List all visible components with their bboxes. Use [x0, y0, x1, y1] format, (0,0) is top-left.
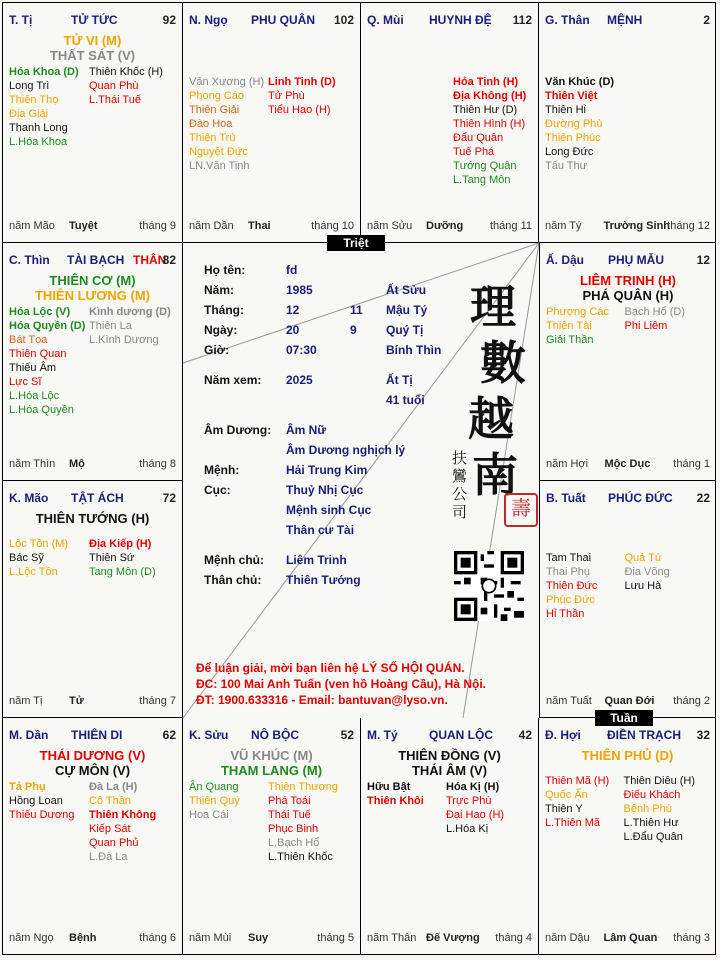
palace-can-chi: M. Tý	[367, 728, 398, 742]
main-star: PHÁ QUÂN (H)	[582, 288, 674, 303]
tuoi-value: 41 tuổi	[386, 393, 425, 407]
footer-month: tháng 12	[667, 220, 710, 232]
minor-star: Thiên Việt	[545, 90, 598, 102]
palace-hoi[interactable]	[539, 718, 716, 954]
main-star: THIÊN ĐỒNG (V)	[398, 748, 501, 763]
minor-star: Phượng Các	[546, 306, 609, 318]
palace-footer	[189, 220, 354, 234]
footer-month: tháng 2	[673, 695, 710, 707]
minor-star: Nguyệt Đức	[189, 146, 248, 158]
palace-dai-han-number: 112	[512, 13, 532, 27]
minor-star: Đào Hoa	[189, 118, 233, 130]
namxem-label: Năm xem:	[204, 373, 262, 387]
main-star: THAM LANG (M)	[220, 763, 323, 778]
minor-star: Ân Quang	[189, 781, 239, 793]
gio-label: Giờ:	[204, 343, 230, 357]
minor-star: L.Lộc Tồn	[9, 566, 58, 578]
minor-star: Thiên Hỉ	[545, 104, 586, 116]
minor-star: Linh Tinh (D)	[268, 76, 336, 88]
palace-header	[545, 13, 710, 27]
left-star-column	[9, 305, 85, 417]
minor-star: Tấu Thư	[545, 160, 588, 172]
palace-header	[9, 13, 176, 27]
palace-name: QUAN LỘC	[429, 728, 493, 742]
minor-star: Thiên Khôi	[367, 795, 424, 807]
tu-vi-chart-board	[2, 2, 716, 955]
minor-star: Thiên Trù	[189, 132, 236, 144]
minor-star: Lực Sĩ	[9, 376, 42, 388]
minor-star: Thiếu Dương	[9, 809, 75, 821]
palace-name: PHỤ MẪU	[608, 253, 664, 267]
minor-star: Phúc Đức	[546, 594, 595, 606]
footer-year: năm Tuất	[546, 695, 592, 707]
main-star: THÁI ÂM (V)	[411, 763, 488, 778]
qr-code-icon[interactable]	[454, 551, 524, 621]
truong-sinh-stage: Lâm Quan	[603, 932, 658, 944]
palace-can-chi: C. Thìn	[9, 253, 50, 267]
palace-dai-han-number: 2	[703, 13, 710, 27]
truong-sinh-stage: Đế Vượng	[426, 932, 480, 944]
truong-sinh-stage: Mộ	[69, 458, 85, 470]
minor-star: Thái Tuế	[268, 809, 311, 821]
ngay-label: Ngày:	[204, 323, 238, 337]
palace-header	[189, 13, 354, 27]
minor-star: Thai Phụ	[546, 566, 591, 578]
palace-footer	[546, 695, 710, 709]
palace-header	[9, 728, 176, 742]
minor-star: Hóa Lộc (V)	[9, 306, 71, 318]
minor-star: Quan Phủ	[89, 837, 139, 849]
minor-star: L.Tang Môn	[453, 174, 511, 186]
amduong-note: Âm Dương nghịch lý	[286, 443, 406, 457]
thang-label: Tháng:	[204, 303, 244, 317]
right-star-column	[625, 551, 670, 593]
minor-star: Kình dương (D)	[89, 306, 171, 318]
calligraphy-char-3: 越	[468, 392, 514, 446]
palace-name: MỆNH	[607, 13, 643, 27]
palace-dau[interactable]	[539, 243, 716, 481]
palace-footer	[9, 932, 176, 946]
right-star-column	[89, 780, 156, 864]
palace-footer	[367, 932, 532, 946]
gio-value: 07:30	[286, 343, 317, 357]
minor-star: Phong Cáo	[189, 90, 245, 102]
right-star-column	[625, 305, 686, 333]
palace-dai-han-number: 92	[162, 13, 176, 27]
minor-star: L.Hóa Lộc	[9, 390, 60, 402]
minor-star: L.Thiên Khốc	[268, 851, 333, 863]
right-star-column	[89, 65, 163, 107]
minor-star: Địa Kiếp (H)	[89, 538, 152, 550]
palace-can-chi: B. Tuất	[546, 491, 586, 505]
palace-dai-han-number: 22	[696, 491, 710, 505]
palace-dai-han-number: 82	[162, 253, 176, 267]
amduong-label: Âm Dương:	[204, 423, 272, 437]
minor-star: Thiên Thọ	[9, 94, 59, 106]
palace-name: TỬ TỨC	[71, 13, 118, 27]
triet-tag: Triệt	[327, 235, 385, 251]
right-star-column	[624, 774, 696, 844]
footer-year: năm Dần	[189, 220, 234, 232]
minor-star: Kiếp Sát	[89, 823, 131, 835]
left-star-column	[545, 75, 614, 173]
left-star-column	[9, 780, 74, 822]
minor-star: Tang Môn (D)	[89, 566, 156, 578]
ngay-value: 20	[286, 323, 300, 337]
minor-star: Cô Thần	[89, 795, 131, 807]
minor-star: L.Hóa Quyền	[9, 404, 74, 416]
palace-name: THIÊN DI	[71, 728, 123, 742]
palace-header	[546, 491, 710, 505]
footer-month: tháng 11	[489, 220, 532, 232]
amduong-value: Âm Nữ	[286, 423, 327, 437]
minor-star: Đường Phù	[545, 118, 603, 130]
minor-star: Bác Sỹ	[9, 552, 44, 564]
truong-sinh-stage: Mộc Dục	[604, 458, 651, 470]
nam-value: 1985	[286, 283, 313, 297]
main-star: THÁI DƯƠNG (V)	[39, 748, 146, 763]
palace-header	[9, 253, 176, 267]
footer-month: tháng 1	[673, 458, 710, 470]
tuan-tag: Tuần	[595, 710, 653, 726]
footer-month: tháng 3	[673, 932, 710, 944]
palace-suu[interactable]	[183, 718, 361, 954]
palace-name: TÀI BẠCH	[67, 253, 125, 267]
cuc-label: Cục:	[204, 483, 231, 497]
minor-star: Tiểu Hao (H)	[268, 104, 331, 116]
hoten-label: Họ tên:	[204, 263, 246, 277]
palace-name: ĐIỀN TRẠCH	[607, 728, 681, 742]
palace-dai-han-number: 102	[333, 13, 354, 27]
right-star-column	[89, 537, 156, 579]
red-seal: 壽	[504, 493, 538, 527]
footer-month: tháng 4	[495, 932, 532, 944]
palace-footer	[545, 220, 710, 234]
menhchu-label: Mệnh chủ:	[204, 553, 264, 567]
right-star-column	[268, 75, 336, 117]
main-star: THIÊN LƯƠNG (M)	[34, 288, 151, 303]
palace-ti[interactable]	[3, 3, 183, 243]
minor-star: Thiên Giải	[189, 104, 240, 116]
minor-star: Phi Liêm	[624, 320, 668, 332]
minor-star: Lưu Hà	[624, 580, 662, 592]
minor-star: Hữu Bật	[367, 781, 411, 793]
minor-star: Tam Thai	[546, 552, 592, 564]
minor-star: Bát Tọa	[9, 334, 48, 346]
palace-header	[367, 13, 532, 27]
calligraphy-char-2: 數	[480, 336, 526, 390]
footer-year: năm Tý	[545, 220, 582, 232]
palace-thin[interactable]	[3, 243, 183, 481]
palace-can-chi: K. Sửu	[189, 728, 229, 742]
minor-star: Thiếu Âm	[9, 362, 57, 374]
palace-dai-han-number: 62	[162, 728, 176, 742]
palace-footer	[545, 932, 710, 946]
palace-can-chi: Ấ. Dậu	[546, 253, 585, 267]
main-star: CỰ MÔN (V)	[54, 763, 131, 778]
minor-star: Long Trì	[9, 80, 50, 92]
footer-year: năm Mùi	[189, 932, 232, 944]
footer-year: năm Thìn	[9, 458, 56, 470]
minor-star: Thiên Đức	[546, 580, 598, 592]
palace-than[interactable]	[539, 3, 716, 243]
minor-star: Thiên Mã (H)	[545, 775, 610, 787]
minor-star: L.Đà La	[89, 851, 128, 863]
calligraphy-char-4: 南	[472, 448, 518, 502]
menh-value: Hải Trung Kim	[286, 463, 368, 477]
footer-year: năm Ngọ	[9, 932, 54, 944]
minor-star: L.Thiên Hư	[623, 817, 679, 829]
minor-star: L.Thái Tuế	[89, 94, 141, 106]
palace-name: PHÚC ĐỨC	[608, 491, 673, 505]
footer-year: năm Mão	[9, 220, 55, 232]
left-star-column	[9, 537, 68, 579]
minor-star: Tả Phụ	[9, 781, 46, 793]
contact-phone-email[interactable]: ĐT: 1900.633316 - Email: bantuvan@lyso.vn.	[196, 693, 448, 707]
minor-star: Thiên Phúc	[545, 132, 601, 144]
minor-star: Giải Thần	[546, 334, 594, 346]
minor-star: Thiên La	[89, 320, 132, 332]
minor-star: Thiên Hình (H)	[453, 118, 526, 130]
main-star: LIÊM TRINH (H)	[579, 273, 677, 288]
minor-star: Tướng Quân	[453, 160, 517, 172]
minor-star: Thiên Hư (D)	[453, 104, 518, 116]
palace-header	[9, 491, 176, 505]
footer-year: năm Hợi	[546, 458, 589, 470]
palace-dai-han-number: 42	[518, 728, 532, 742]
palace-dai-han-number: 32	[696, 728, 710, 742]
ngay-can: Quý Tị	[386, 323, 424, 337]
palace-dai-han-number: 72	[162, 491, 176, 505]
minor-star: Quan Phù	[89, 80, 139, 92]
truong-sinh-stage: Trường Sinh	[603, 220, 671, 232]
thang-value: 12	[286, 303, 300, 317]
minor-star: Thiên Quý	[189, 795, 240, 807]
main-star: THIÊN PHỦ (D)	[581, 748, 674, 763]
minor-star: Hỉ Thần	[546, 608, 585, 620]
minor-star: Hóa Kị (H)	[446, 781, 500, 793]
minor-star: Địa Không (H)	[453, 90, 527, 102]
palace-footer	[9, 220, 176, 234]
thanchu-value: Thiên Tướng	[286, 573, 361, 587]
calligraphy-char-1: 理	[470, 280, 516, 334]
minor-star: Trực Phù	[446, 795, 492, 807]
palace-mui[interactable]	[361, 3, 539, 243]
minor-star: Bệnh Phù	[623, 803, 672, 815]
minor-star: Văn Khúc (D)	[545, 76, 615, 88]
minor-star: Địa Giải	[9, 108, 49, 120]
right-star-column	[268, 780, 338, 864]
palace-tuat[interactable]	[539, 481, 716, 718]
minor-star: Hoa Cái	[189, 809, 229, 821]
footer-month: tháng 6	[139, 932, 176, 944]
calligraphy-small: 扶鸞公司	[452, 449, 468, 521]
minor-star: L.Thiên Mã	[545, 817, 601, 829]
nam-label: Năm:	[204, 283, 235, 297]
palace-can-chi: T. Tị	[9, 13, 33, 27]
footer-month: tháng 10	[311, 220, 354, 232]
main-star: VŨ KHÚC (M)	[230, 748, 313, 763]
minor-star: Thiên Diêu (H)	[623, 775, 696, 787]
minor-star: Quả Tú	[624, 552, 661, 564]
left-star-column	[546, 305, 609, 347]
footer-year: năm Tị	[9, 695, 43, 707]
truong-sinh-stage: Bệnh	[69, 932, 97, 944]
main-star: THIÊN CƠ (M)	[49, 273, 136, 288]
palace-dai-han-number: 12	[696, 253, 710, 267]
than-cu-note: Thân cư Tài	[286, 523, 355, 537]
left-star-column	[189, 75, 264, 173]
palace-header	[189, 728, 354, 742]
contact-line-1: Để luận giải, mời bạn liên hệ LÝ SỐ HỘI QUÁN.	[196, 661, 465, 675]
thanchu-label: Thân chủ:	[204, 573, 262, 587]
palace-name: NÔ BỘC	[251, 728, 299, 742]
than-marker: THÂN	[133, 253, 167, 267]
palace-mao[interactable]	[3, 481, 183, 718]
truong-sinh-stage: Thai	[248, 220, 271, 232]
palace-header	[545, 728, 710, 742]
right-star-column	[453, 75, 526, 187]
palace-dai-han-number: 52	[340, 728, 354, 742]
left-star-column	[546, 551, 597, 621]
minor-star: Quốc Ấn	[545, 789, 588, 801]
minor-star: L.Kình Dương	[89, 334, 159, 346]
minor-star: Đà La (H)	[89, 781, 138, 793]
minor-star: Thiên Quan	[9, 348, 67, 360]
minor-star: Phục Binh	[268, 823, 319, 835]
ngay-am: 9	[350, 323, 357, 337]
namxem-can: Ất Tị	[386, 373, 413, 387]
minor-star: Long Đức	[545, 146, 594, 158]
minor-star: Hóa Quyền (D)	[9, 320, 86, 332]
right-star-column	[446, 780, 504, 836]
minor-star: Phá Toái	[268, 795, 311, 807]
minor-star: Hồng Loan	[9, 795, 63, 807]
minor-star: Thiên Tài	[546, 320, 592, 332]
minor-star: Đẩu Quân	[453, 132, 504, 144]
contact-address: ĐC: 100 Mai Anh Tuấn (ven hồ Hoàng Cầu), Hà Nội.	[196, 677, 487, 691]
minor-star: Tử Phù	[268, 90, 305, 102]
minor-star: L.Đẩu Quân	[623, 831, 683, 843]
cuc-value: Thuỷ Nhị Cục	[286, 483, 364, 497]
minor-star: Thiên Sứ	[89, 552, 135, 564]
main-star: TỬ VI (M)	[63, 33, 122, 48]
minor-star: Thiên Y	[545, 803, 583, 815]
palace-footer	[9, 695, 176, 709]
thang-am: 11	[350, 303, 363, 317]
minor-star: Tuế Phá	[453, 146, 495, 158]
palace-header	[546, 253, 710, 267]
nam-can: Ất Sửu	[386, 283, 427, 297]
minor-star: Đại Hao (H)	[446, 809, 505, 821]
footer-year: năm Sửu	[367, 220, 413, 232]
minor-star: Lộc Tồn (M)	[9, 538, 69, 550]
minor-star: Hóa Khoa (D)	[9, 66, 79, 78]
palace-footer	[9, 458, 176, 472]
left-star-column	[367, 780, 424, 808]
minor-star: Hỏa Tinh (H)	[453, 76, 519, 88]
truong-sinh-stage: Tuyệt	[69, 220, 98, 232]
minor-star: L.Hóa Kị	[446, 823, 489, 835]
left-star-column	[189, 780, 240, 822]
footer-month: tháng 5	[317, 932, 354, 944]
minor-star: LN.Văn Tinh	[189, 160, 250, 172]
minor-star: Điếu Khách	[623, 789, 681, 801]
palace-can-chi: M. Dần	[9, 728, 49, 742]
truong-sinh-stage: Suy	[248, 932, 269, 944]
main-star: THIÊN TƯỚNG (H)	[35, 511, 150, 526]
truong-sinh-stage: Quan Đới	[604, 695, 655, 707]
main-star: THẤT SÁT (V)	[49, 48, 136, 63]
center-info-panel	[184, 243, 540, 719]
palace-header	[367, 728, 532, 742]
palace-can-chi: N. Ngọ	[189, 13, 228, 27]
palace-dan[interactable]	[3, 718, 183, 954]
footer-year: năm Dậu	[545, 932, 590, 944]
minor-star: Thiên Không	[89, 809, 157, 821]
minor-star: Thiên Thương	[268, 781, 339, 793]
left-star-column	[9, 65, 79, 149]
gio-can: Bính Thìn	[386, 343, 442, 357]
minor-star: L.Hóa Khoa	[9, 136, 68, 148]
right-star-column	[89, 305, 171, 347]
footer-month: tháng 8	[139, 458, 176, 470]
palace-footer	[546, 458, 710, 472]
palace-name: HUYNH ĐỆ	[429, 13, 492, 27]
hoten-value: fd	[286, 263, 298, 277]
left-star-column	[545, 774, 609, 830]
footer-month: tháng 7	[139, 695, 176, 707]
footer-month: tháng 9	[139, 220, 176, 232]
menh-label: Mệnh:	[204, 463, 240, 477]
palace-can-chi: G. Thân	[545, 13, 590, 27]
truong-sinh-stage: Dưỡng	[426, 220, 464, 232]
namxem-value: 2025	[286, 373, 313, 387]
palace-can-chi: Đ. Hợi	[545, 728, 581, 742]
thang-can: Mậu Tý	[386, 303, 428, 317]
minor-star: Địa Võng	[624, 566, 670, 578]
minor-star: Bạch Hổ (D)	[624, 306, 686, 318]
palace-ngo[interactable]	[183, 3, 361, 243]
palace-can-chi: Q. Mùi	[367, 13, 404, 27]
cuc-note: Mệnh sinh Cục	[286, 503, 372, 517]
palace-can-chi: K. Mão	[9, 491, 49, 505]
palace-footer	[189, 932, 354, 946]
minor-star: Thiên Khốc (H)	[89, 66, 163, 78]
minor-star: L.Bạch Hổ	[268, 837, 320, 849]
minor-star: Thanh Long	[9, 122, 68, 134]
palace-footer	[367, 220, 532, 234]
footer-year: năm Thân	[367, 932, 417, 944]
menhchu-value: Liêm Trinh	[286, 553, 347, 567]
truong-sinh-stage: Tử	[69, 695, 84, 707]
palace-name: TẬT ÁCH	[71, 491, 124, 505]
minor-star: Văn Xương (H)	[189, 76, 265, 88]
palace-name: PHU QUÂN	[251, 13, 316, 27]
palace-ty[interactable]	[361, 718, 539, 954]
